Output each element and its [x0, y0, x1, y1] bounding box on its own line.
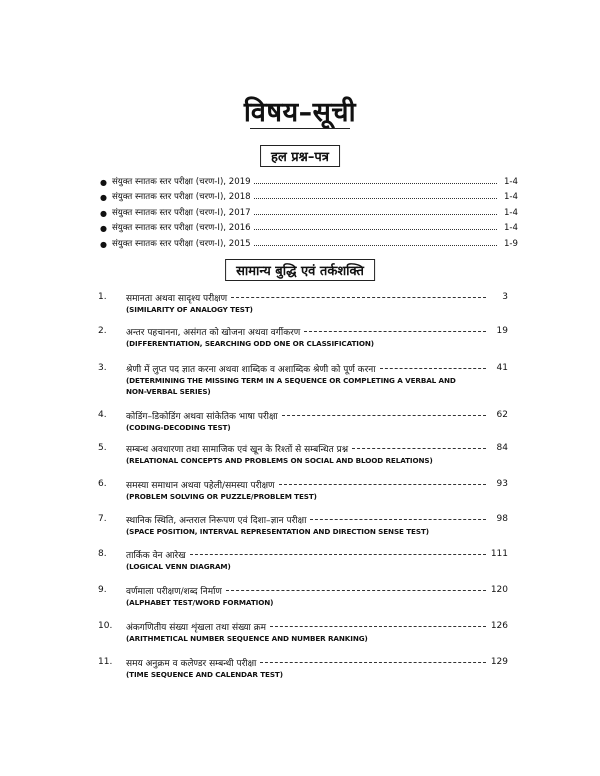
solved-papers-heading: हल प्रश्न–पत्र — [260, 145, 340, 167]
chapter-page: 3 — [502, 292, 508, 302]
chapter-number: 3. — [98, 363, 107, 373]
toc-entry[interactable] — [98, 619, 508, 644]
chapter-title-english: (TIME SEQUENCE AND CALENDAR TEST) — [126, 670, 283, 679]
chapter-number: 2. — [98, 326, 107, 336]
leader-dots — [254, 183, 497, 184]
chapter-page: 62 — [496, 410, 508, 420]
chapter-title-hindi: स्थानिक स्थिति, अन्तराल निरूपण एवं दिशा–ज्ञान परीक्षा — [126, 515, 307, 526]
chapter-title-english: (DIFFERENTIATION, SEARCHING ODD ONE OR CLASSIFICATION) — [126, 339, 374, 348]
chapter-page: 111 — [490, 549, 508, 559]
reasoning-heading: सामान्य बुद्धि एवं तर्कशक्ति — [225, 259, 375, 281]
chapter-title-hindi: कोडिंग–डिकोडिंग अथवा सांकेतिक भाषा परीक्षा — [126, 411, 278, 422]
toc-entry[interactable] — [98, 324, 508, 349]
toc-entry[interactable] — [98, 547, 508, 572]
bullet-icon: ● — [100, 208, 107, 218]
chapter-title-english: (SIMILARITY OF ANALOGY TEST) — [126, 305, 253, 314]
paper-item[interactable] — [100, 187, 518, 203]
toc-entry[interactable] — [98, 655, 508, 680]
dash-leader — [279, 484, 486, 485]
toc-entry[interactable] — [98, 290, 508, 315]
dash-leader — [380, 368, 486, 369]
paper-item[interactable] — [100, 218, 518, 234]
bullet-icon: ● — [100, 224, 107, 233]
dash-leader — [231, 297, 486, 298]
toc-entry[interactable] — [98, 512, 508, 537]
solved-papers-list — [100, 171, 518, 249]
leader-dots — [254, 245, 497, 246]
chapter-title-hindi: समानता अथवा सादृश्य परीक्षण — [126, 293, 228, 304]
chapter-title-english: (RELATIONAL CONCEPTS AND PROBLEMS ON SOCIAL AND BLOOD RELATIONS) — [126, 456, 433, 465]
chapter-title-hindi: अन्तर पहचानना, असंगत को खोजना अथवा वर्गीकरण — [126, 327, 301, 338]
chapter-title-hindi: समस्या समाधान अथवा पहेली/समस्या परीक्षण — [126, 480, 275, 491]
chapter-number: 5. — [98, 443, 107, 453]
paper-item[interactable] — [100, 202, 518, 218]
dash-leader — [190, 554, 486, 555]
paper-title: संयुक्त स्नातक स्तर परीक्षा (चरण-I), 2015 — [112, 238, 251, 249]
paper-item[interactable] — [100, 233, 518, 249]
paper-pages: 1-4 — [503, 176, 518, 187]
paper-pages: 1-4 — [503, 192, 518, 202]
toc-entry[interactable] — [98, 361, 508, 397]
chapter-number: 7. — [98, 514, 107, 524]
paper-item[interactable] — [100, 171, 518, 187]
toc-entry[interactable] — [98, 441, 508, 466]
dash-leader — [352, 448, 486, 449]
chapter-title-english: (CODING-DECODING TEST) — [126, 423, 231, 432]
chapter-title-english: (ARITHMETICAL NUMBER SEQUENCE AND NUMBER RANKING) — [126, 634, 368, 643]
toc-entry[interactable] — [98, 408, 508, 433]
chapter-title-hindi: तार्किक वेन आरेख — [126, 550, 186, 561]
paper-title: संयुक्त स्नातक स्तर परीक्षा (चरण-I), 2017 — [112, 207, 251, 218]
chapter-number: 10. — [98, 621, 113, 631]
chapter-title-hindi: वर्णमाला परीक्षण/शब्द निर्माण — [126, 586, 222, 597]
chapter-title-hindi: अंकगणितीय संख्या शृंखला तथा संख्या क्रम — [126, 622, 267, 633]
chapter-title-hindi: श्रेणी में लुप्त पद ज्ञात करना अथवा शाब्दिक व अशाब्दिक श्रेणी को पूर्ण करना — [126, 364, 376, 375]
chapter-page: 126 — [490, 621, 508, 631]
chapter-title-hindi: समय अनुक्रम व कलेण्डर सम्बन्धी परीक्षा — [126, 658, 257, 669]
bullet-icon: ● — [100, 239, 107, 249]
chapter-page: 120 — [490, 585, 508, 595]
chapter-title-english: (ALPHABET TEST/WORD FORMATION) — [126, 598, 274, 607]
chapter-number: 9. — [98, 585, 107, 595]
dash-leader — [282, 415, 486, 416]
dash-leader — [226, 590, 486, 591]
chapter-number: 4. — [98, 410, 107, 420]
bullet-icon: ● — [100, 193, 107, 202]
dash-leader — [304, 331, 486, 332]
chapter-number: 1. — [98, 292, 107, 302]
paper-pages: 1-9 — [503, 238, 518, 249]
paper-pages: 1-4 — [503, 207, 518, 218]
paper-pages: 1-4 — [503, 223, 518, 233]
chapter-page: 93 — [496, 479, 508, 489]
title-underline — [250, 128, 350, 129]
chapter-title-english: (LOGICAL VENN DIAGRAM) — [126, 562, 231, 571]
chapter-title-english: (DETERMINING THE MISSING TERM IN A SEQUENCE OR COMPLETING A VERBAL AND NON-VERBAL SERIES) — [126, 376, 456, 396]
chapter-number: 6. — [98, 479, 107, 489]
chapter-page: 84 — [496, 443, 508, 453]
toc-entry[interactable] — [98, 583, 508, 608]
paper-title: संयुक्त स्नातक स्तर परीक्षा (चरण-I), 2018 — [112, 192, 251, 202]
chapter-title-hindi: सम्बन्ध अवधारणा तथा सामाजिक एवं खून के रिश्तों से सम्बन्धित प्रश्न — [126, 444, 349, 455]
paper-title: संयुक्त स्नातक स्तर परीक्षा (चरण-I), 2019 — [112, 176, 251, 187]
page-title: विषय–सूची — [243, 97, 357, 128]
chapter-page: 98 — [496, 514, 508, 524]
paper-title: संयुक्त स्नातक स्तर परीक्षा (चरण-I), 2016 — [112, 223, 251, 233]
chapter-title-english: (PROBLEM SOLVING OR PUZZLE/PROBLEM TEST) — [126, 492, 317, 501]
leader-dots — [254, 229, 497, 230]
chapter-page: 129 — [490, 657, 508, 667]
dash-leader — [310, 519, 486, 520]
leader-dots — [254, 214, 497, 215]
toc-entry[interactable] — [98, 477, 508, 502]
bullet-icon: ● — [100, 177, 107, 187]
chapter-title-english: (SPACE POSITION, INTERVAL REPRESENTATION AND DIRECTION SENSE TEST) — [126, 527, 429, 536]
chapter-number: 11. — [98, 657, 113, 667]
chapter-page: 41 — [496, 363, 508, 373]
dash-leader — [270, 626, 486, 627]
chapter-page: 19 — [496, 326, 508, 336]
leader-dots — [254, 198, 497, 199]
dash-leader — [260, 662, 486, 663]
chapter-number: 8. — [98, 549, 107, 559]
